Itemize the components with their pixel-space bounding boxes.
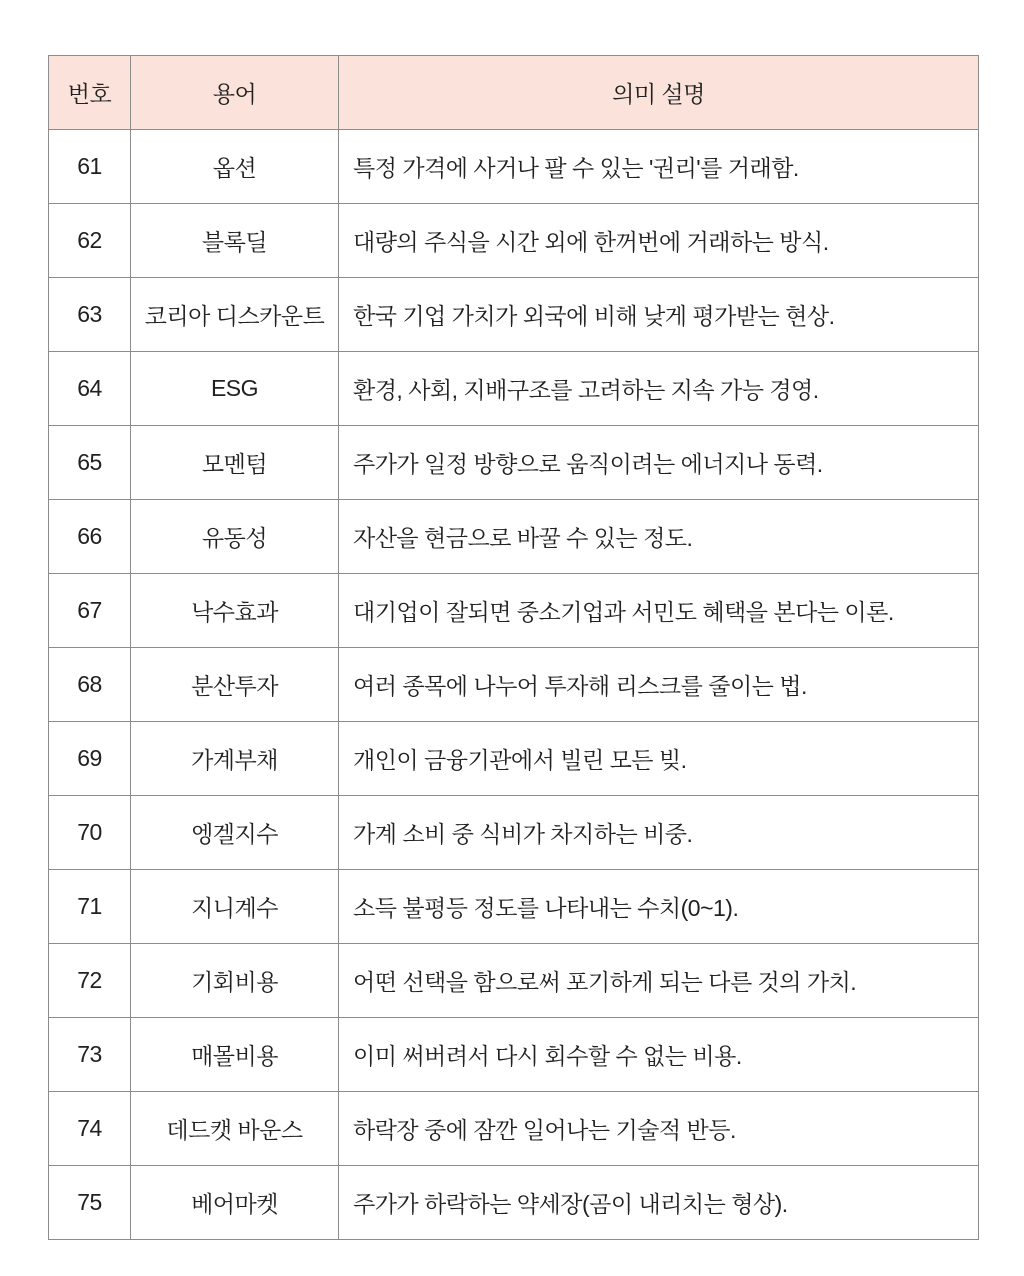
table-row — [49, 204, 979, 278]
description-cell: 환경, 사회, 지배구조를 고려하는 지속 가능 경영. — [339, 352, 979, 426]
description-cell: 대량의 주식을 시간 외에 한꺼번에 거래하는 방식. — [339, 204, 979, 278]
row-number: 72 — [49, 944, 131, 1018]
row-number: 70 — [49, 796, 131, 870]
glossary-table — [48, 55, 979, 1240]
table-row — [49, 944, 979, 1018]
term-cell: 베어마켓 — [131, 1166, 339, 1240]
table-row — [49, 722, 979, 796]
term-cell: 가계부채 — [131, 722, 339, 796]
term-cell: 옵션 — [131, 130, 339, 204]
row-number: 68 — [49, 648, 131, 722]
table-row — [49, 500, 979, 574]
row-number: 67 — [49, 574, 131, 648]
row-number: 63 — [49, 278, 131, 352]
description-cell: 대기업이 잘되면 중소기업과 서민도 혜택을 본다는 이론. — [339, 574, 979, 648]
table-row — [49, 796, 979, 870]
row-number: 64 — [49, 352, 131, 426]
term-cell: 코리아 디스카운트 — [131, 278, 339, 352]
term-cell: 매몰비용 — [131, 1018, 339, 1092]
description-cell: 주가가 하락하는 약세장(곰이 내리치는 형상). — [339, 1166, 979, 1240]
table-row — [49, 130, 979, 204]
description-cell: 개인이 금융기관에서 빌린 모든 빚. — [339, 722, 979, 796]
term-cell: 모멘텀 — [131, 426, 339, 500]
row-number: 65 — [49, 426, 131, 500]
description-cell: 어떤 선택을 함으로써 포기하게 되는 다른 것의 가치. — [339, 944, 979, 1018]
description-cell: 여러 종목에 나누어 투자해 리스크를 줄이는 법. — [339, 648, 979, 722]
row-number: 75 — [49, 1166, 131, 1240]
table-row — [49, 1166, 979, 1240]
description-cell: 이미 써버려서 다시 회수할 수 없는 비용. — [339, 1018, 979, 1092]
column-header-description: 의미 설명 — [339, 56, 979, 130]
row-number: 61 — [49, 130, 131, 204]
row-number: 71 — [49, 870, 131, 944]
description-cell: 가계 소비 중 식비가 차지하는 비중. — [339, 796, 979, 870]
table-row — [49, 648, 979, 722]
term-cell: 엥겔지수 — [131, 796, 339, 870]
description-cell: 주가가 일정 방향으로 움직이려는 에너지나 동력. — [339, 426, 979, 500]
row-number: 62 — [49, 204, 131, 278]
table-row — [49, 574, 979, 648]
table-row — [49, 278, 979, 352]
row-number: 73 — [49, 1018, 131, 1092]
term-cell: 낙수효과 — [131, 574, 339, 648]
description-cell: 자산을 현금으로 바꿀 수 있는 정도. — [339, 500, 979, 574]
term-cell: 데드캣 바운스 — [131, 1092, 339, 1166]
table-row — [49, 870, 979, 944]
table-row — [49, 426, 979, 500]
column-header-number: 번호 — [49, 56, 131, 130]
row-number: 74 — [49, 1092, 131, 1166]
term-cell: 유동성 — [131, 500, 339, 574]
term-cell: 지니계수 — [131, 870, 339, 944]
header-row — [49, 56, 979, 130]
description-cell: 한국 기업 가치가 외국에 비해 낮게 평가받는 현상. — [339, 278, 979, 352]
term-cell: 분산투자 — [131, 648, 339, 722]
table-row — [49, 352, 979, 426]
table-row — [49, 1092, 979, 1166]
description-cell: 소득 불평등 정도를 나타내는 수치(0~1). — [339, 870, 979, 944]
term-cell: ESG — [131, 352, 339, 426]
term-cell: 기회비용 — [131, 944, 339, 1018]
row-number: 69 — [49, 722, 131, 796]
table-row — [49, 1018, 979, 1092]
column-header-term: 용어 — [131, 56, 339, 130]
description-cell: 하락장 중에 잠깐 일어나는 기술적 반등. — [339, 1092, 979, 1166]
description-cell: 특정 가격에 사거나 팔 수 있는 '권리'를 거래함. — [339, 130, 979, 204]
term-cell: 블록딜 — [131, 204, 339, 278]
row-number: 66 — [49, 500, 131, 574]
